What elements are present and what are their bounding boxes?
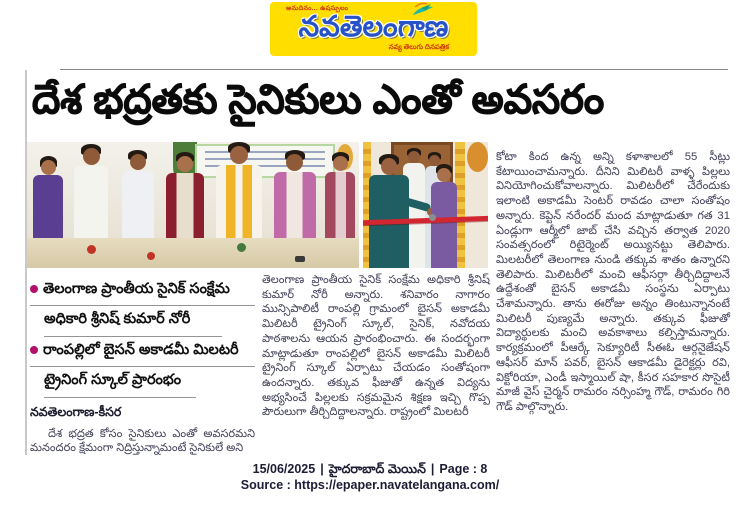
highlight-item [44,306,222,336]
article-headline: దేశ భద్రతకు సైనికులు ఎంతో అవసరం [32,78,605,122]
highlight-item [30,276,255,306]
dateline: నవతెలంగాణ-కీసర [30,404,122,419]
highlight-text: రాంపల్లిలో బైసన్ అకాడమీ మిలటరీ [43,341,239,358]
masthead-top-tagline: అనుదినం... ఉషస్సులం [286,5,349,12]
footer-date: 15/06/2025 [252,462,316,476]
source-label: Source : [240,478,291,492]
highlight-item [30,337,255,367]
footer-edition: హైదరాబాద్ మెయిన్ [328,462,426,476]
scissors-icon [429,214,436,221]
ribbon-cutting-photo [363,142,488,268]
bird-icon [411,2,435,22]
footer-source [0,477,740,493]
highlight-item [44,367,196,397]
highlight-text: తెలంగాణ ప్రాంతీయ సైనిక్ సంక్షేమ [43,281,230,297]
flower-decoration [467,142,488,172]
footer-meta: 15/06/2025 | హైదరాబాద్ మెయిన్ | Page : 8 [252,462,488,476]
flower-decoration [295,256,305,262]
flower-decoration [147,252,155,260]
article-lead-text: దేశ భద్రత కోసం సైనికులు ఎంతో అవసరమని మనందరం క్షేమంగా నిద్రిస్తున్నామంటే సైనికులే అని [30,427,255,455]
masthead-title: నవతెలంగాణ [297,11,450,43]
highlight-text: అధికారి శ్రీనిష్ కుమార్ నోరీ [44,311,191,328]
highlight-text: ట్రైనింగ్ స్కూల్ ప్రారంభం [44,372,182,389]
flower-decoration [237,243,246,252]
flower-decoration [87,245,96,254]
table [27,238,359,268]
footer-page-number: Page : 8 [439,462,488,476]
article-column-middle: తెలంగాణ ప్రాంతీయ సైనిక్ సంక్షేమ అధికారి శ్రీనిష్ కుమార్ నోరీ అన్నారు. శనివారం నాగారం మున్సిపాలిటీ రాంపల్లి గ్రామంలో బైసన్ అకాడమీ మిలిటరీ ట్రైనింగ్ స్కూల్, సైనిక్, నవోదయ పాఠశాలను ఆయన ప్రారంభించారు. ఈ సందర్భంగా మాట్లాడుతూ రాంపల్లిలో బైసన్ అకాడమీ మిలిటరీ ట్రైనింగ్ స్కూల్ ఏర్పాటు చేయడం సంతోషంగా ఉందన్నారు. తక్కువ ఫీజుతో ఉన్నత విద్యను అభ్యసించే పిల్లలకు సక్రమమైన శిక్షణ ఇచ్చి గొప్ప పౌరులుగా తీర్చిదిద్దాలన్నారు. రాష్ట్రంలో మిలటరీ [262,274,490,419]
top-divider [60,69,728,70]
person [365,154,413,268]
article-photos [27,142,488,268]
article-column-right: కోటా కింద ఉన్న అన్ని కళాశాలలో 55 సీట్లు కేటాయించామన్నారు. దీనిని మిలిటరీ వాళ్ళ పిల్లలు వినియోగించుకోవాలన్నారు. మిలిటరీలో చేరేందుకు ఇలాంటి అకాడమీ సెంటర్ రావడం చాలా సంతోషం అన్నారు. కెప్టెన్ నరేందర్ మంద మాట్లాడుతూ గత 31 ఏండ్లుగా ఆర్మీలో జాబ్ చేసి వచ్చిన తర్వాత 2020 సంవత్సరంలో రిటైర్మెంట్ అయ్యినట్టు తెలిపారు. మిలటరీలో తెలంగాణ నుండి తక్కువ శాతం ఉన్నారని తెలిపారు. మిలిటరీలో మంచి ఆఫీసర్గా తీర్చిదిద్దాలనే ఉద్దేశంతో బైసన్ అకాడమీ సంస్థను ఏర్పాటు చేశామన్నారు. తాను ఈరోజు అన్నం తింటున్నానంటే మిలిటరీ పుణ్యమే అన్నారు. తక్కువ ఫీజుతో విద్యార్థులకు మంచి అవకాశాలు కల్పిస్తామన్నారు. కార్యక్రమంలో పీఆర్కే సెక్యూరిటీ సీఈఓ ఆర్గనైజేషన్ ఆఫీసర్ మాన్ పవర్, బైసన్ ఆకాడమీ డైరెక్టర్లు రవి, విక్టోరియా, ఎండీ ఇస్మాయిల్ షా, కీసర సహకార సొసైటీ మాజీ వైస్ చైర్మన్ రామరం నర్సింహ్మ గౌడ్, రామరం గిరి గౌడ్ పాల్గొన్నారు. [496,151,730,413]
footer [0,461,740,493]
masthead-bottom-tagline: నవ్య తెలుగు దినపత్రిక [388,44,449,51]
bullet-icon [30,346,38,354]
masthead [270,2,477,56]
article-column-left [30,276,255,456]
source-url[interactable]: https://epaper.navatelangana.com/ [294,478,500,492]
bullet-icon [30,285,38,293]
group-photo [27,142,359,268]
